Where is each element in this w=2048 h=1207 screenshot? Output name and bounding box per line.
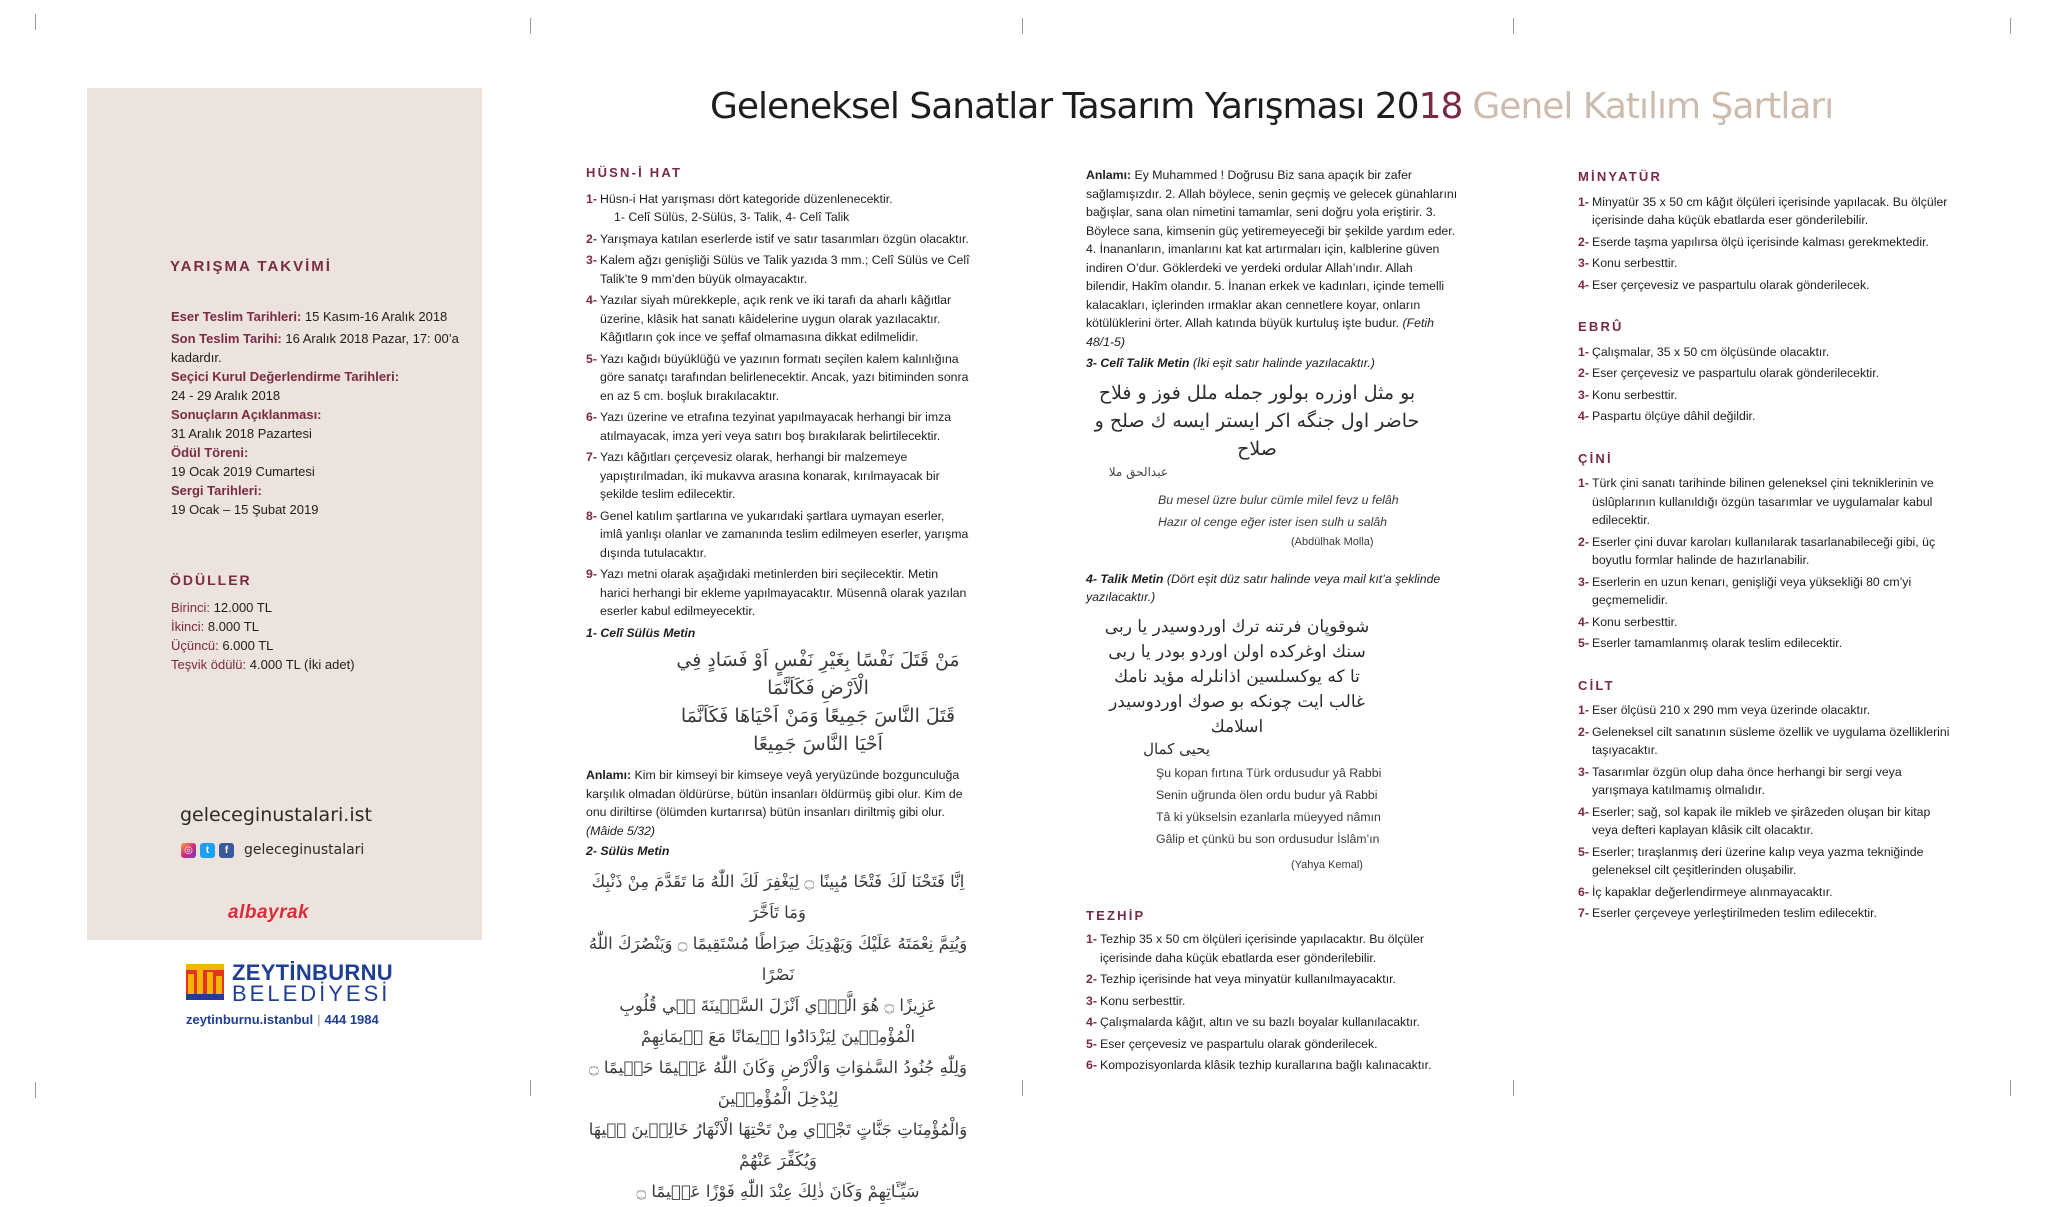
section-title: HÜSN-İ HAT [586,165,683,180]
column-husn-i-hat [586,164,970,1207]
crop-mark [1513,18,1514,34]
crop-mark [1022,18,1023,34]
list-item: 6- Yazı üzerine ve etrafına tezyinat yapılmayacak herhangi bir imza atılmayacak, imza yeri veya satırı boş bırakılarak belirtilecektir. [586,410,952,443]
crop-mark [35,14,36,30]
section-title: TEZHİP [1086,907,1146,923]
text1-title: 1- Celî Sülüs Metin [586,625,696,640]
award-entry: Üçüncü: 6.000 TL [171,638,274,653]
albayrak-logo: albayrak [228,902,310,923]
list-item: 7- Yazı kâğıtları çerçevesiz olarak, herhangi bir malzemeye yapıştırılmadan, iki mukavva arasına konarak, kırılmayacak bir şekilde teslim edilecektir. [586,450,940,501]
list-item: 5- Eser çerçevesiz ve paspartulu olarak gönderilecek. [1086,1036,1378,1051]
section-title: MİNYATÜR [1578,169,1663,184]
twitter-icon[interactable]: t [200,843,215,858]
awards-list [171,598,355,674]
municipality-site[interactable]: zeytinburnu.istanbul [186,1012,314,1027]
crop-mark [2010,1080,2011,1096]
competition-calendar [171,307,471,519]
list-item: 4- Eserler; sağ, sol kapak ile mikleb ve şirâzeden oluşan bir kitap veya defteri kaplayan klâsik cilt olacaktır. [1578,804,1931,837]
list-item: 1- Çalışmalar, 35 x 50 cm ölçüsünde olacaktır. [1578,344,1830,359]
list-item: 6- İç kapaklar değerlendirmeye alınmayacaktır. [1578,884,1833,899]
text4-latin: Şu kopan fırtına Türk ordusudur yâ Rabbi Senin uğrunda ölen ordu budur yâ Rabbi Tâ ki yükselsin ezanlarla müeyyed nâmın Gâlip et çünkü bu son ordusudur İslâm’ın [1156,766,1382,846]
social-row [181,842,364,858]
list-item: 2- Eser çerçevesiz ve paspartulu olarak gönderilecektir. [1578,366,1880,380]
calendar-title: YARIŞMA TAKVİMİ [170,258,332,275]
list-item: 2- Eserler çini duvar karoları kullanılarak tasarlanabileceği gibi, üç boyutlu formlar halinde de hazırlanabilir. [1578,534,1936,567]
talik-ottoman: شوقوپان فرتنه ترك اوردوسيدر يا ربى سنك اوغركده اولن اوردو بودر يا ربى تا كه يوكسلسين اذانلرله مؤيد نامك غالب ايت چونكه بو صوك اوردوسيدر اسلامك [1104,616,1370,737]
list-item: 2- Tezhip içerisinde hat veya minyatür kullanılmayacaktır. [1086,972,1396,986]
text3-author: (Abdülhak Molla) [1291,536,1374,548]
list-item: 3- Konu serbesttir. [1578,256,1678,270]
crop-mark [35,1082,36,1098]
list-item: 3- Konu serbesttir. [1086,993,1186,1008]
list-item: 1- Eser ölçüsü 210 x 290 mm veya üzerinde olacaktır. [1578,703,1871,717]
meaning-2: Anlamı: Ey Muhammed ! Doğrusu Biz sana apaçık bir zafer sağlamışızdır. 2. Allah böylece, senin geçmiş ve gelecek günahlarını bağışlar, sana olan nimetini tamamlar, seni doğru yola eriştirir. 3. Böylece sana, kimsenin güç yetiremeyeceği bir şekilde yardım eder. 4. İnananların, imanlarını kat kat artırmaları için, kalblerine güven indiren O’dur. Göklerdeki ve yerdeki ordular Allah’ındır. Allah bilendir, Hakîm olandır. 5. İnanan erkek ve kadınları, içinde temelli kalacakları, içlerinden ırmaklar akan cennetlere koyar, onların kötülüklerini örter. Allah katında büyük kurtuluş işte budur. (Fetih 48/1-5) [1086,168,1458,349]
list-item: 4- Konu serbesttir. [1578,614,1678,629]
list-item: 5- Yazı kağıdı büyüklüğü ve yazının formatı seçilen kalem kalınlığına göre sanatçı tarafından belirlenecektir. Ancak, yazı bitiminden sonra en az 5 cm. boşluk bırakılacaktır. [586,351,969,403]
facebook-icon[interactable]: f [219,843,234,858]
text4-title: 4- Talik Metin (Dört eşit düz satır halinde veya mail kıt’a şeklinde yazılacaktır.) [1086,571,1441,604]
text3-latin: Bu mesel üzre bulur cümle milel fevz u felâh Hazır ol cenge eğer ister isen sulh u salâh [1158,493,1399,529]
page-title: Geleneksel Sanatlar Tasarım Yarışması 2018 Genel Katılım Şartları [710,86,1834,127]
text2-title: 2- Sülüs Metin [586,844,670,858]
list-item: 6- Kompozisyonlarda klâsik tezhip kurallarına bağlı kalınacaktır. [1086,1058,1432,1072]
municipality-phone: 444 1984 [324,1012,379,1027]
column-texts-tezhip [1086,166,1458,1075]
section-title: CİLT [1578,677,1615,693]
list-item: 4- Yazılar siyah mürekkeple, açık renk ve iki tarafı da aharlı kâğıtlar üzerine, klâsik hat sanatı kâidelerine uygun olarak yazılacaktır. Kâğıtların çok ince ve şeffaf olmamasına dikkat edilmelidir. [586,293,952,344]
crop-mark [1022,1080,1023,1096]
list-item: 3- Eserlerin en uzun kenarı, genişliği veya yüksekliği 80 cm’yi geçmemelidir. [1578,574,1912,607]
list-item: 5- Eserler; tıraşlanmış deri üzerine kalıp veya yazma tekniğinde geleneksel cilt çeşitlerinden oluşabilir. [1578,844,1924,877]
text3-author-arabic: عبدالحق ملا [1108,464,1168,479]
list-item: 3- Kalem ağzı genişliği Sülüs ve Talik yazıda 3 mm.; Celî Sülüs ve Celî Talik’te 9 mm’den büyük olmayacaktır. [586,253,970,286]
page-subtitle: Genel Katılım Şartları [1472,86,1834,127]
calendar-entry: Sergi Tarihleri: 19 Ocak – 15 Şubat 2019 [171,483,319,517]
award-entry: Teşvik ödülü: 4.000 TL (İki adet) [171,657,355,672]
list-item: 1- Hüsn-i Hat yarışması dört kategoride düzenlenecektir. 1- Celî Sülüs, 2-Sülüs, 3- Talik, 4- Celî Talik [586,191,893,224]
calendar-entry: Son Teslim Tarihi: 16 Aralık 2018 Pazar, 17: 00’a kadardır. [171,331,459,365]
meaning-1: Anlamı: Kim bir kimseyi bir kimseye veyâ yeryüzünde bozgunculuğa karşılık olmadan öldürürse, bütün insanları öldürmüş gibi olur. Kim de onu diriltirse (ölümden kurtarırsa) bütün insanları diriltmiş gibi olur. (Mâide 5/32) [586,768,963,838]
list-item: 1- Minyatür 35 x 50 cm kâğıt ölçüleri içerisinde yapılacak. Bu ölçüler içerisinde daha küçük ebatlarda eser gönderilebilir. [1578,194,1948,227]
award-entry: İkinci: 8.000 TL [171,619,259,634]
calendar-entry: Ödül Töreni: 19 Ocak 2019 Cumartesi [171,445,315,479]
text4-author: (Yahya Kemal) [1291,859,1363,871]
list-item: 2- Yarışmaya katılan eserlerde istif ve satır tasarımları özgün olacaktır. [586,231,969,246]
list-item: 8- Genel katılım şartlarına ve yukarıdaki şartlara uymayan eserler, imlâ yanlışı olanlar ve zamanında teslim edilmeyen eserler, yarışma dışında tutulacaktır. [586,508,969,560]
section-title: EBRÛ [1578,319,1624,334]
list-item: 1- Türk çini sanatı tarihinde bilinen geleneksel çini tekniklerinin ve üslûplarının kullanıldığı özgün tasarımlar ve uygulamalar kabul edilecektir. [1578,476,1934,527]
calendar-entry: Sonuçların Açıklanması: 31 Aralık 2018 Pazartesi [171,407,322,441]
list-item: 4- Eser çerçevesiz ve paspartulu olarak gönderilecek. [1578,277,1870,292]
municipality-contact: zeytinburnu.istanbul | 444 1984 [186,1012,379,1027]
section-title: ÇİNİ [1578,450,1613,466]
calendar-entry: Eser Teslim Tarihleri: 15 Kasım-16 Aralık 2018 [171,309,448,324]
list-item: 5- Eserler tamamlanmış olarak teslim edilecektir. [1578,636,1843,650]
municipality-name: ZEYTİNBURNU [232,960,393,985]
crop-mark [530,18,531,34]
text3-title: 3- Celî Talik Metin (İki eşit satır halinde yazılacaktır.) [1086,356,1375,370]
list-item: 1- Tezhip 35 x 50 cm ölçüleri içerisinde yapılacaktır. Bu ölçüler içerisinde daha küçük ebatlarda eser gönderilebilir. [1086,932,1424,965]
column-other-arts [1578,168,1954,923]
list-item: 7- Eserler çerçeveye yerleştirilmeden teslim edilecektir. [1578,906,1877,920]
website-link[interactable]: geleceginustalari.ist [180,804,372,826]
text4-author-arabic: يحيى كمال [1143,739,1210,758]
calendar-entry: Seçici Kurul Değerlendirme Tarihleri: 24 - 29 Aralık 2018 [171,369,400,403]
social-handle[interactable]: geleceginustalari [244,842,365,858]
municipality-name-line2: BELEDİYESİ [232,981,391,1006]
list-item: 2- Eserde taşma yapılırsa ölçü içerisinde kalması gerekmektedir. [1578,234,1929,249]
crop-mark [2010,18,2011,34]
list-item: 9- Yazı metni olarak aşağıdaki metinlerden biri seçilecektir. Metin harici herhangi bir ekleme yapılmayacaktır. Müsennâ olarak yazılan eserler kabul edilmeyecektir. [586,567,967,618]
award-entry: Birinci: 12.000 TL [171,600,272,615]
list-item: 2- Geleneksel cilt sanatının süsleme özellik ve uygulama özelliklerini taşıyacaktır. [1578,724,1950,757]
zeytinburnu-logo-icon [186,964,224,1000]
list-item: 4- Çalışmalarda kâğıt, altın ve su bazlı boyalar kullanılacaktır. [1086,1015,1420,1029]
list-item: 4- Paspartu ölçüye dâhil değildir. [1578,409,1756,423]
crop-mark [1513,1080,1514,1096]
instagram-icon[interactable]: ◎ [181,843,196,858]
celi-sulus-calligraphy: مَنْ قَتَلَ نَفْسًا بِغَيْرِ نَفْسٍ اَوْ فَسَادٍ فِي الْاَرْضِ فَكَاَنَّمَا قَتَلَ النَّاسَ جَمِيعًا وَمَنْ اَحْيَاهَا فَكَاَنَّمَا اَحْيَا النَّاسَ جَمِيعًا [676,649,960,755]
awards-title: ÖDÜLLER [170,572,252,588]
celi-talik-ottoman: بو مثل اوزره بولور جمله ملل فوز و فلاح حاضر اول جنگه اكر ايستر ايسه ك صلح و صلاح [1094,381,1420,460]
crop-mark [530,1080,531,1096]
sulus-calligraphy: اِنَّا فَتَحْنَا لَكَ فَتْحًا مُبِينًا ۝ لِيَغْفِرَ لَكَ اللّٰهُ مَا تَقَدَّمَ مِنْ ذَنْبِكَ وَمَا تَاَخَّرَ وَيُتِمَّ نِعْمَتَهُ عَلَيْكَ وَيَهْدِيَكَ صِرَاطًا مُسْتَقِيمًا ۝ وَيَنْصُرَكَ اللّٰهُ نَصْرًا عَزِيزًا ۝ هُوَ الَّذ۪ٓي اَنْزَلَ السَّك۪ينَةَ ف۪ي قُلُوبِ الْمُؤْمِن۪ينَ لِيَزْدَادُٓوا ا۪يمَانًا مَعَ ا۪يمَانِهِمْ وَلِلّٰهِ جُنُودُ السَّمٰوَاتِ وَالْاَرْضِ وَكَانَ اللّٰهُ عَل۪يمًا حَك۪يمًا ۝ لِيُدْخِلَ الْمُؤْمِن۪ينَ وَالْمُؤْمِنَاتِ جَنَّاتٍ تَجْر۪ي مِنْ تَحْتِهَا الْاَنْهَارُ خَالِد۪ينَ ف۪يهَا وَيُكَفِّرَ عَنْهُمْ سَيِّـَٔاتِهِمْ وَكَانَ ذٰلِكَ عِنْدَ اللّٰهِ فَوْزًا عَظ۪يمًا ۝ [588,871,968,1201]
list-item: 3- Tasarımlar özgün olup daha önce herhangi bir sergi veya yarışmaya katılmamış olmalıdır. [1578,764,1902,797]
list-item: 3- Konu serbesttir. [1578,387,1678,402]
